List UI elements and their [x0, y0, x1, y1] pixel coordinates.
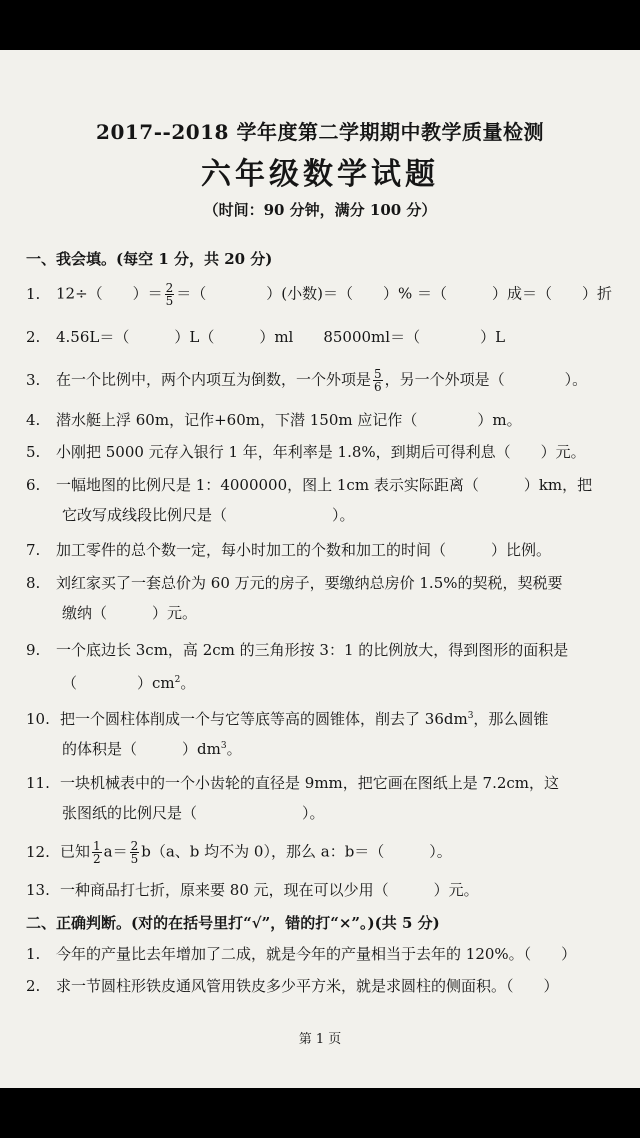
question-text: 求一节圆柱形铁皮通风管用铁皮多少平方米，就是求圆柱的侧面积。（ ） [56, 977, 559, 995]
question-text: 小刚把 5000 元存入银行 1 年，年利率是 1.8%，到期后可得利息（ ）元。 [56, 443, 586, 461]
question-number: 5. [26, 443, 41, 461]
fraction-numerator: 5 [374, 367, 382, 381]
superscript: 3 [220, 741, 227, 751]
exam-title-term: 2017--2018 学年度第二学期期中教学质量检测 [96, 120, 544, 144]
question-text: （ ）cm [62, 674, 175, 692]
question-text: 一块机械表中的一个小齿轮的直径是 9mm，把它画在图纸上是 7.2cm，这 [60, 774, 560, 792]
question-number: 8. [26, 574, 41, 592]
question-4 [26, 410, 522, 430]
fraction [130, 840, 140, 865]
question-text: 潜水艇上浮 60m，记作+60m，下潜 150m 应记作（ ）m。 [56, 411, 522, 429]
judgement-1 [26, 944, 576, 964]
question-text: 已知 [60, 842, 91, 861]
fraction-denominator: 5 [165, 294, 174, 308]
question-number: 6. [26, 476, 41, 494]
fraction-numerator: 2 [130, 839, 139, 853]
question-7 [26, 540, 551, 560]
fraction-numerator: 2 [165, 281, 174, 295]
question-10 [26, 706, 548, 729]
question-text: ＝（ ）(小数)＝（ ）% ＝（ ）成＝（ ）折 [176, 284, 613, 303]
question-text: 12÷（ ）＝ [56, 284, 163, 303]
question-9 [26, 640, 568, 660]
question-number: 10. [26, 710, 50, 728]
question-10-continued [62, 736, 242, 759]
question-number: 4. [26, 411, 41, 429]
question-text: 刘红家买了一套总价为 60 万元的房子，要缴纳总房价 1.5%的契税，契税要 [56, 574, 563, 592]
fraction [373, 368, 383, 393]
question-text: b（a、b 均不为 0），那么 a：b＝（ ）。 [141, 842, 452, 861]
fraction-denominator: 6 [374, 380, 382, 394]
question-text: 今年的产量比去年增加了二成，就是今年的产量相当于去年的 120%。（ ） [56, 945, 577, 963]
question-text: 4.56L＝（ ）L（ ）ml 85000ml＝（ ）L [56, 328, 506, 346]
question-number: 1. [26, 284, 41, 303]
page-number: 第 1 页 [298, 1032, 342, 1047]
fraction [92, 840, 102, 865]
question-text: ，另一个外项是（ ）。 [384, 370, 588, 389]
question-number: 7. [26, 541, 41, 559]
question-text: ，那么圆锥 [473, 710, 549, 728]
question-13 [26, 880, 479, 900]
question-2 [26, 327, 505, 347]
question-number: 9. [26, 641, 41, 659]
question-6-continued: 它改写成线段比例尺是（ ）。 [62, 506, 355, 524]
question-9-continued [62, 670, 195, 693]
section-2-heading: 二、正确判断。(对的在括号里打“√”，错的打“×”。)(共 5 分) [26, 914, 440, 932]
question-1 [26, 282, 612, 307]
superscript: 3 [467, 711, 474, 721]
exam-header [0, 116, 640, 220]
question-3 [26, 368, 587, 393]
question-number: 3. [26, 370, 41, 389]
question-number: 13. [26, 881, 50, 899]
question-text: 一个底边长 3cm，高 2cm 的三角形按 3：1 的比例放大，得到图形的面积是 [56, 641, 569, 659]
question-8 [26, 573, 563, 593]
fraction-denominator: 5 [130, 852, 139, 866]
question-number: 2. [26, 977, 41, 995]
question-text: a＝ [103, 842, 128, 861]
question-number: 2. [26, 328, 41, 346]
section-1-heading: 一、我会填。(每空 1 分，共 20 分) [26, 250, 273, 268]
fraction-denominator: 2 [93, 852, 101, 866]
judgement-2 [26, 976, 559, 996]
exam-subtitle: （时间：90 分钟，满分 100 分） [203, 201, 437, 219]
question-text: 在一个比例中，两个内项互为倒数，一个外项是 [56, 370, 372, 389]
question-number: 1. [26, 945, 41, 963]
question-11 [26, 773, 559, 793]
question-text: 一种商品打七折，原来要 80 元，现在可以少用（ ）元。 [60, 881, 479, 899]
question-number: 11. [26, 774, 50, 792]
question-5 [26, 442, 586, 462]
question-text: 一幅地图的比例尺是 1：4000000，图上 1cm 表示实际距离（ ）km，把 [56, 476, 593, 494]
question-text: 。 [180, 674, 196, 692]
question-11-continued: 张图纸的比例尺是（ ）。 [62, 804, 325, 822]
question-6 [26, 475, 592, 495]
question-8-continued: 缴纳（ ）元。 [62, 604, 198, 622]
question-text: 。 [226, 740, 242, 758]
question-number: 12. [26, 842, 50, 861]
question-text: 加工零件的总个数一定，每小时加工的个数和加工的时间（ ）比例。 [56, 541, 552, 559]
question-12 [26, 840, 452, 865]
question-text: 把一个圆柱体削成一个与它等底等高的圆锥体，削去了 36dm [60, 710, 468, 728]
exam-title-subject: 六年级数学试题 [201, 157, 439, 192]
fraction [165, 282, 175, 307]
superscript: 2 [174, 675, 181, 685]
fraction-numerator: 1 [93, 839, 101, 853]
question-text: 的体积是（ ）dm [62, 740, 221, 758]
exam-paper [0, 50, 640, 1088]
